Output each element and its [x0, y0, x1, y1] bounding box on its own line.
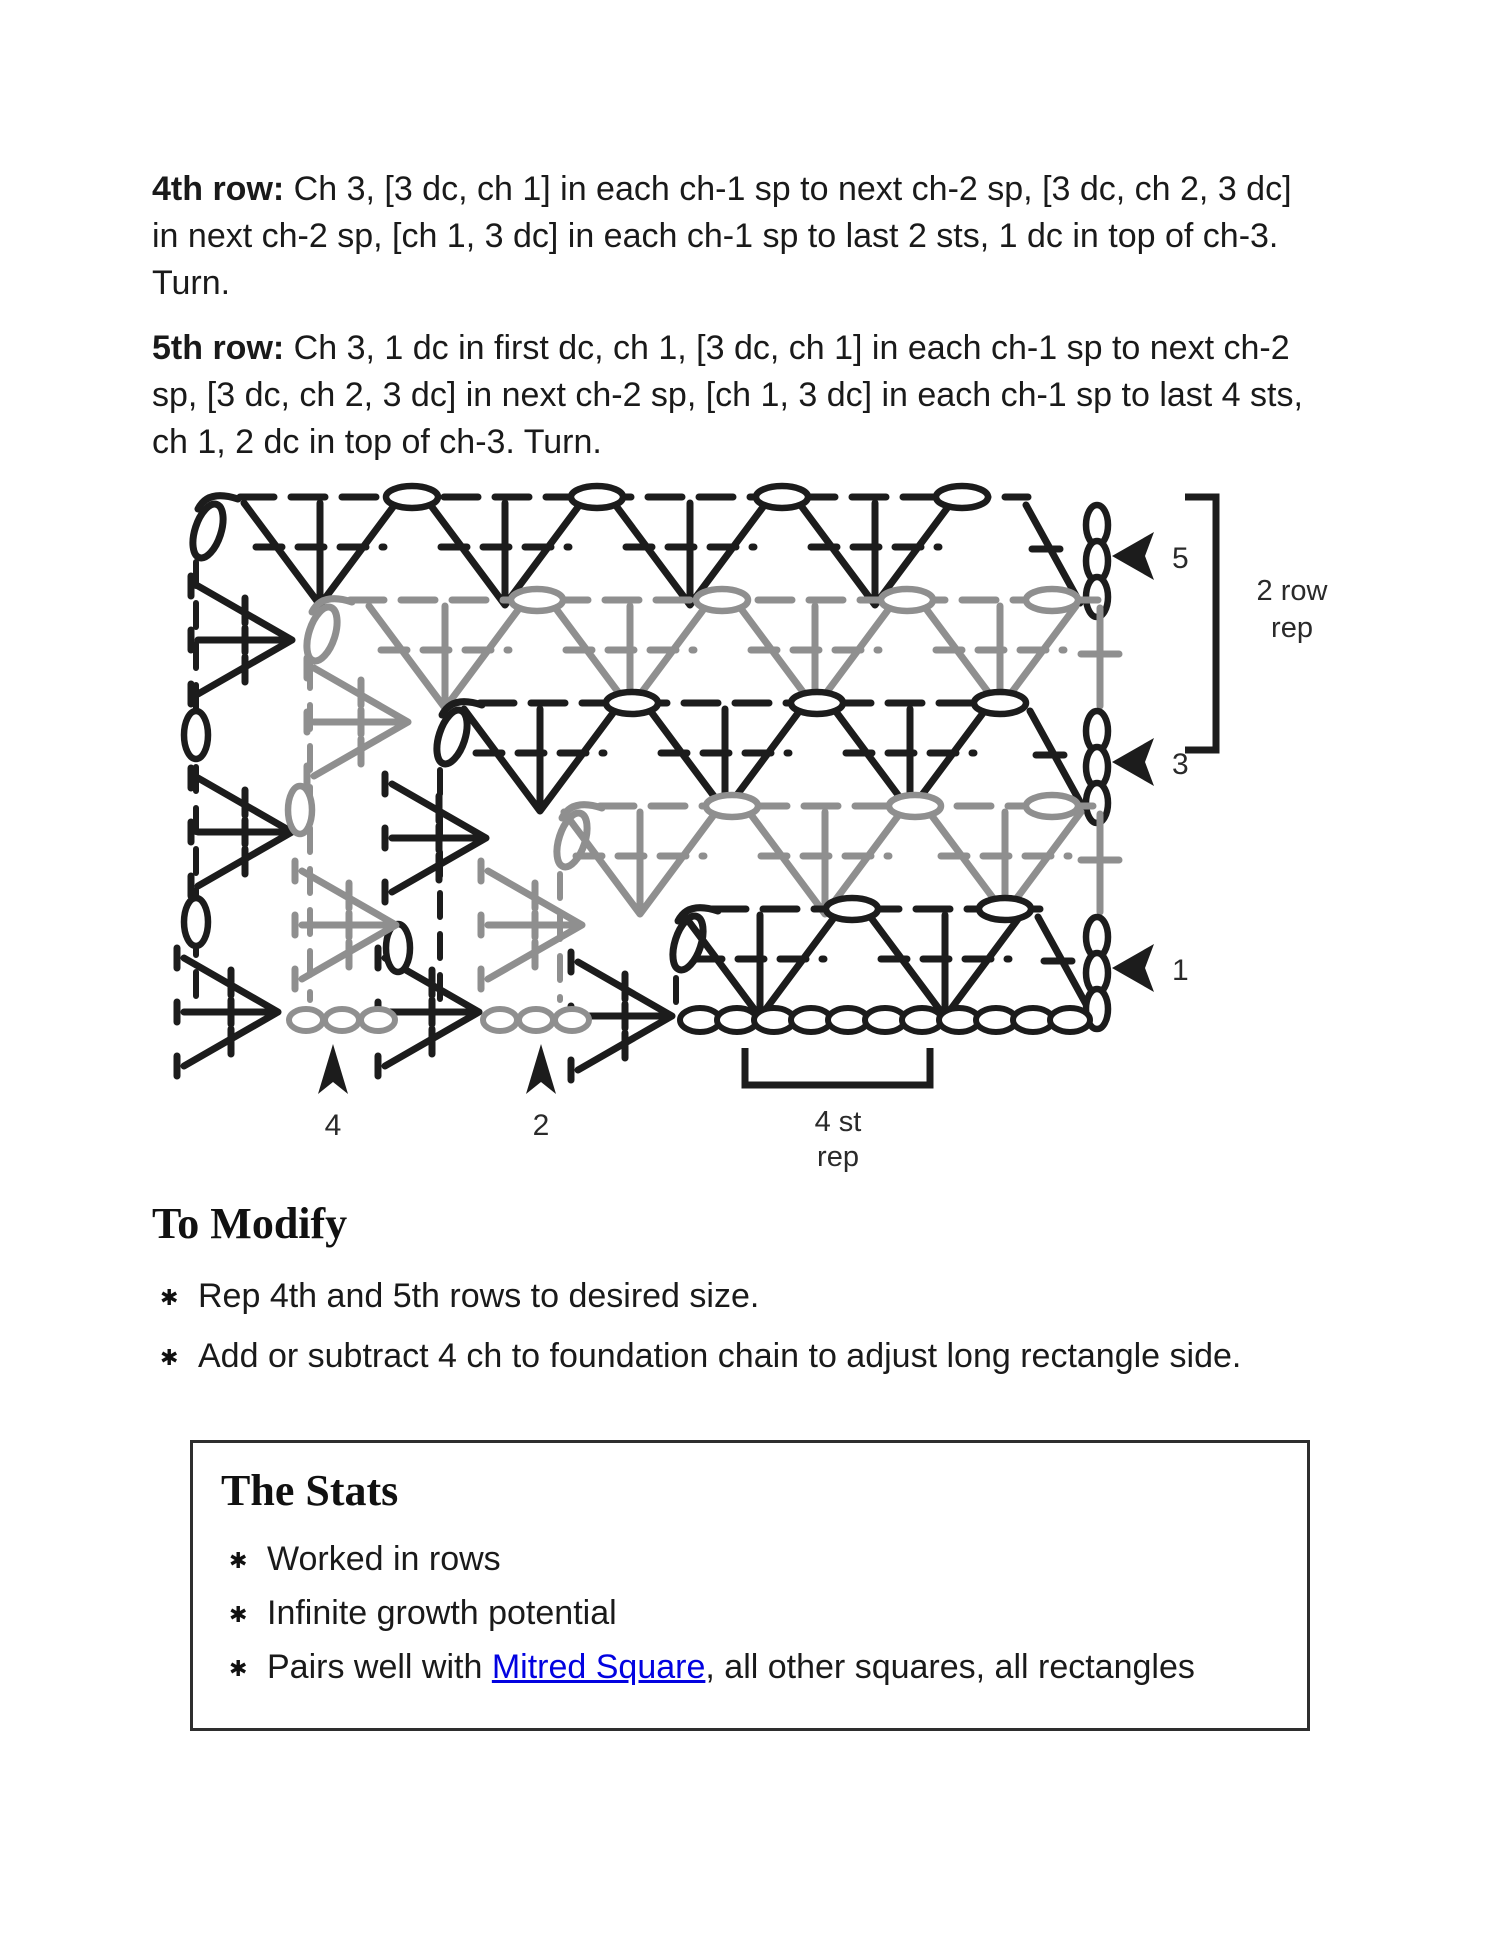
bullet-icon: ✱ — [229, 1548, 248, 1573]
row-rep-label-2: rep — [1271, 612, 1313, 644]
row-1-arrow-icon — [1112, 944, 1154, 992]
bullet-icon: ✱ — [229, 1602, 248, 1627]
stitch-4-arrow-icon — [318, 1044, 348, 1094]
list-item — [221, 1644, 1277, 1690]
modify-item-text: Rep 4th and 5th rows to desired size. — [198, 1277, 760, 1315]
diagram-left-edge — [177, 562, 676, 1080]
list-item — [221, 1536, 1277, 1582]
stats-list — [221, 1536, 1277, 1690]
stitch-markers — [318, 1044, 556, 1142]
bullet-icon: ✱ — [160, 1345, 179, 1370]
row-5-label: 5th row: — [152, 329, 285, 367]
st-rep-label-1: 4 st — [814, 1106, 862, 1138]
list-item — [152, 1273, 1270, 1319]
row-5-arrow-icon — [1112, 532, 1154, 580]
row-rep-label-1: 2 row — [1256, 575, 1328, 607]
row-3-marker: 3 — [1172, 748, 1189, 781]
modify-heading: To Modify — [152, 1199, 348, 1248]
stitch-marker-2: 2 — [532, 1109, 550, 1142]
stats-item-text: Pairs well with — [267, 1648, 492, 1686]
row-5-marker: 5 — [1172, 542, 1189, 575]
bullet-icon: ✱ — [229, 1656, 248, 1681]
stitch-2-arrow-icon — [526, 1044, 556, 1094]
stats-box — [190, 1440, 1310, 1731]
row-1-marker: 1 — [1172, 954, 1189, 987]
modify-section — [152, 1198, 1270, 1393]
stats-item-text: Worked in rows — [267, 1540, 501, 1578]
stats-heading: The Stats — [221, 1466, 399, 1515]
row-3-arrow-icon — [1112, 738, 1154, 786]
row-markers — [1112, 532, 1189, 992]
row-4-text: Ch 3, [3 dc, ch 1] in each ch-1 sp to next ch-2 sp, [3 dc, ch 2, 3 dc] in next ch-2 sp, [ch 1, 3 dc] in each ch-1 sp to last 2 sts, 1 dc in top of ch-3. Turn. — [152, 170, 1292, 302]
row-5-text: Ch 3, 1 dc in first dc, ch 1, [3 dc, ch 1] in each ch-1 sp to next ch-2 sp, [3 dc, ch 2, 3 dc] in next ch-2 sp, [ch 1, 3 dc] in each ch-1 sp to last 4 sts, ch 1, 2 dc in top of ch-3. Turn. — [152, 329, 1303, 461]
bullet-icon: ✱ — [160, 1285, 179, 1310]
stats-item-text: Infinite growth potential — [267, 1594, 617, 1632]
modify-item-text: Add or subtract 4 ch to foundation chain to adjust long rectangle side. — [198, 1337, 1242, 1375]
diagram-row-2 — [551, 795, 1119, 914]
stats-item-text: , all other squares, all rectangles — [705, 1648, 1195, 1686]
modify-list — [152, 1273, 1270, 1379]
stitch-marker-4: 4 — [324, 1109, 342, 1142]
mitred-square-link[interactable]: Mitred Square — [491, 1648, 706, 1686]
st-rep-label-2: rep — [817, 1141, 859, 1173]
list-item — [152, 1333, 1270, 1379]
list-item — [221, 1590, 1277, 1636]
stitch-repeat-bracket — [745, 1048, 930, 1173]
row-repeat-bracket — [1185, 497, 1329, 750]
row-4-label: 4th row: — [152, 170, 285, 208]
